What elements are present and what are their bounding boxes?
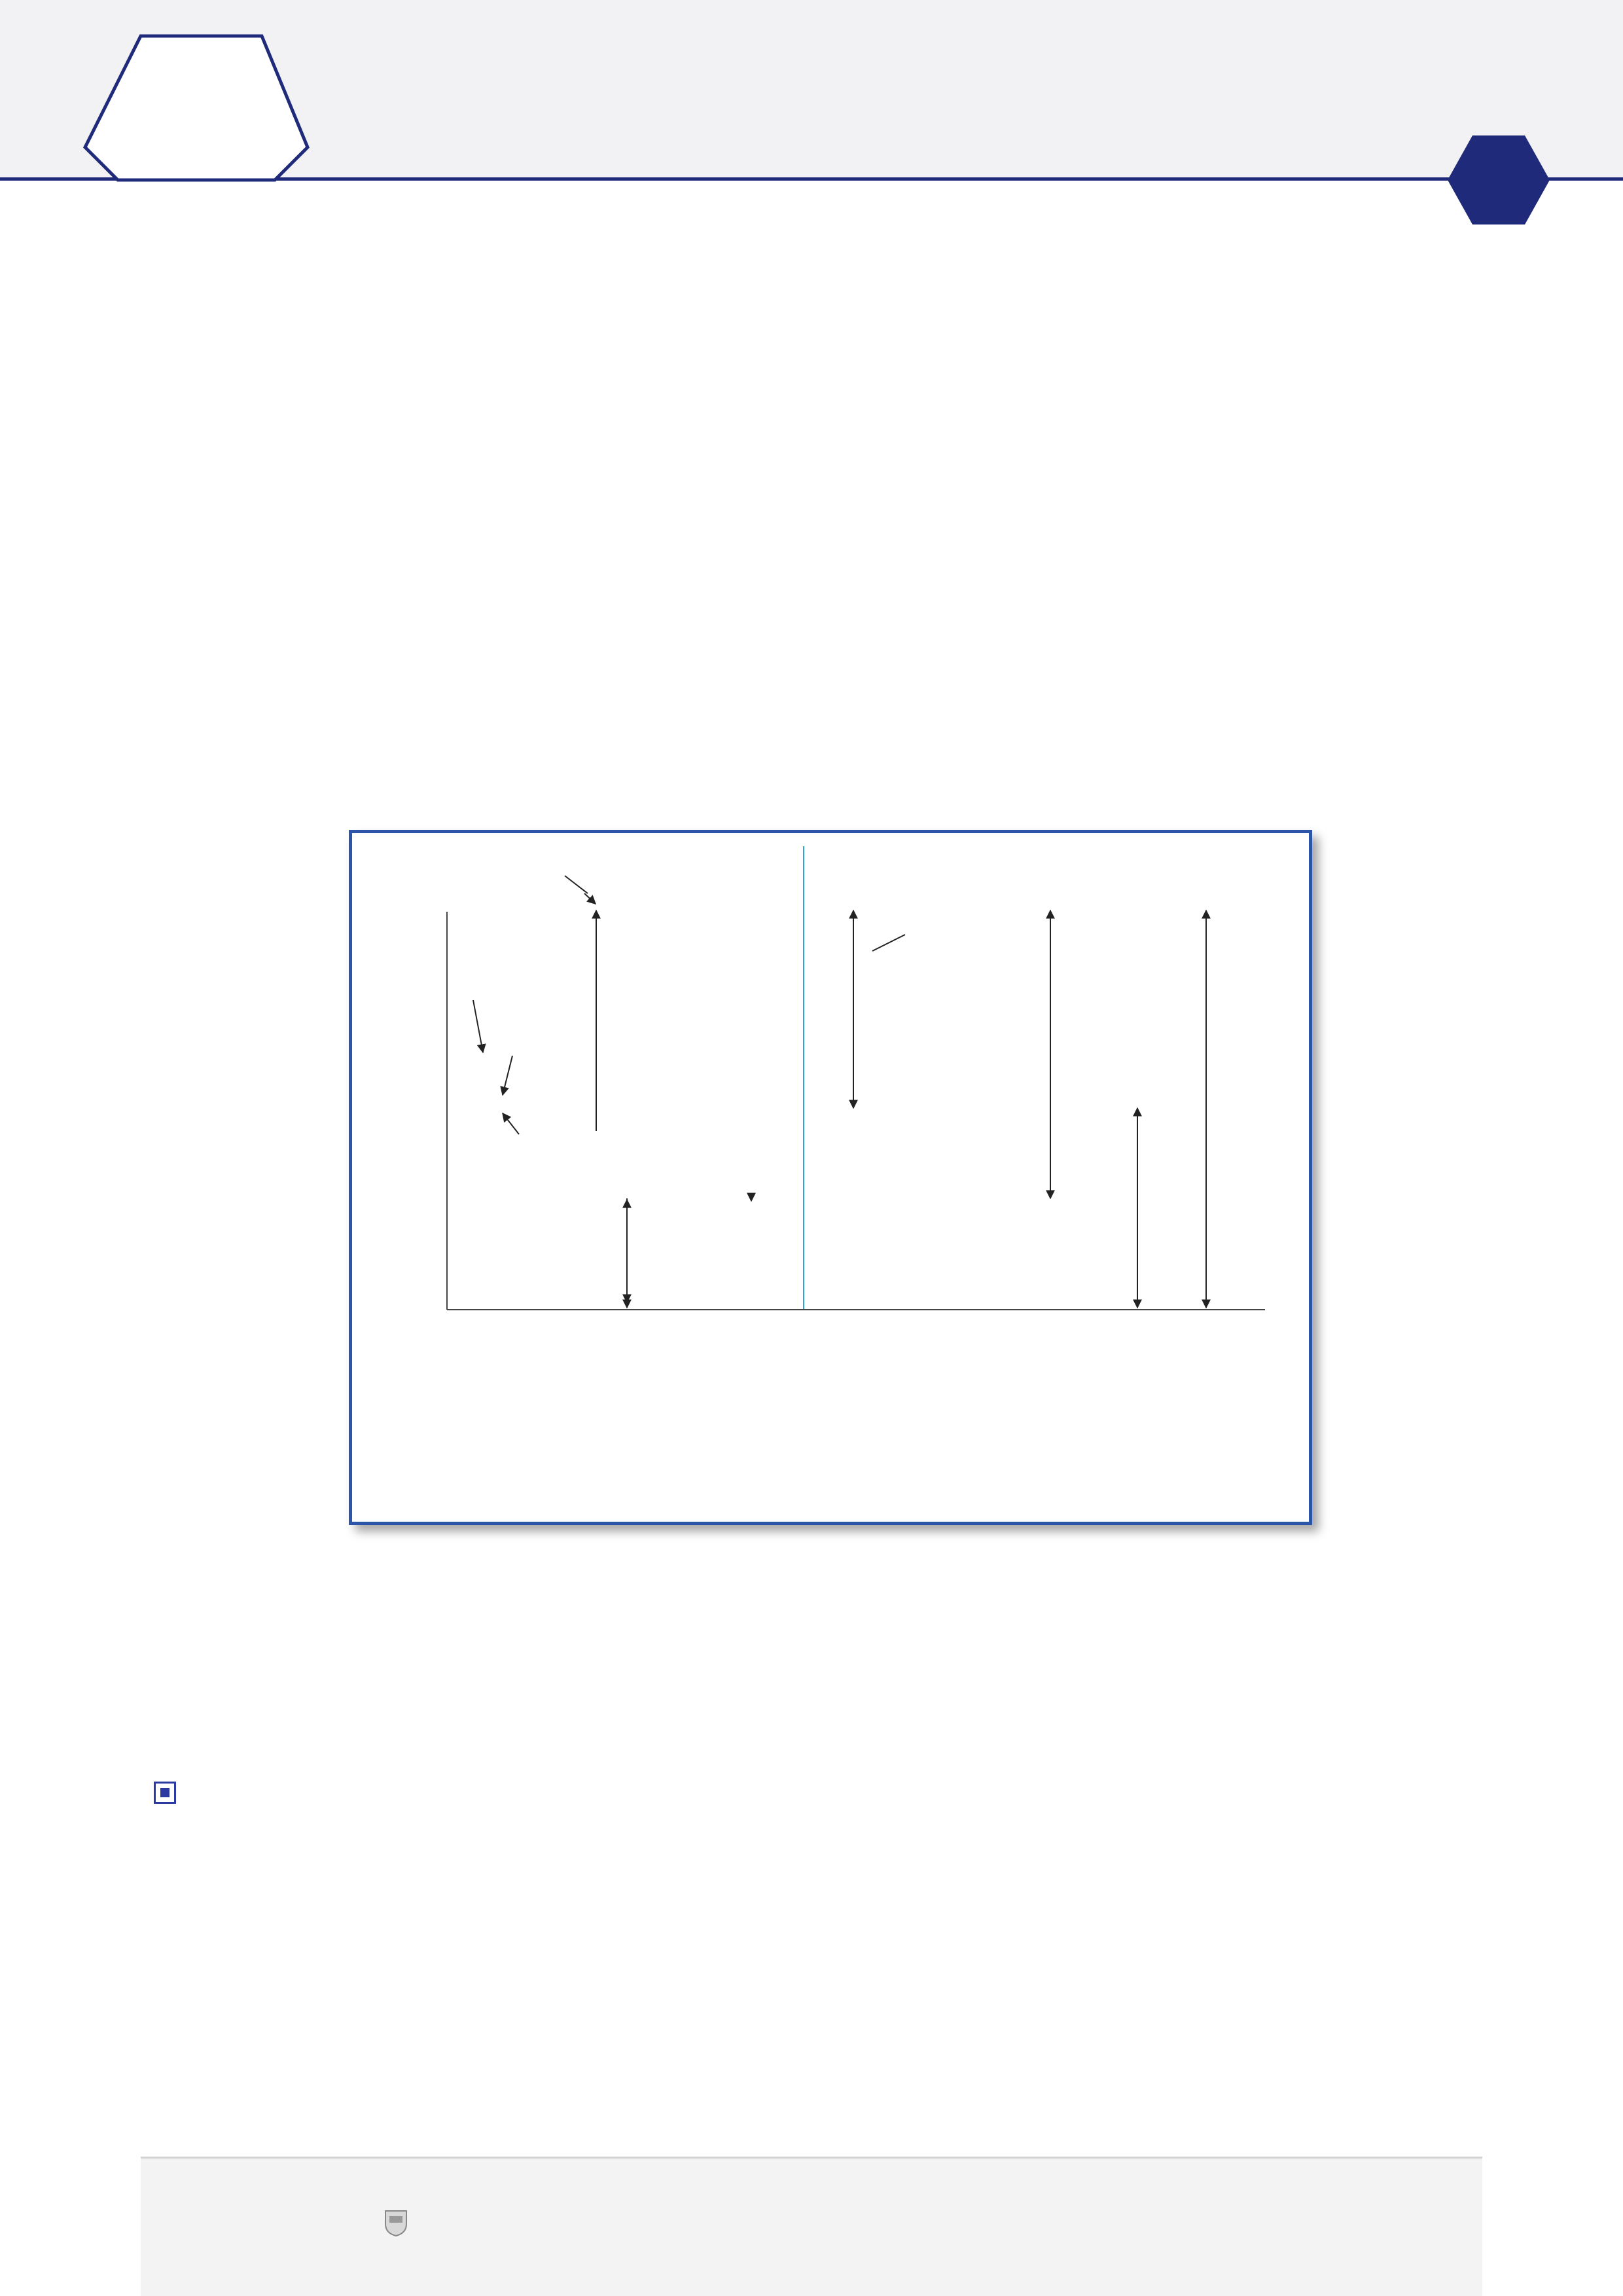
vt-pointer bbox=[503, 1056, 512, 1095]
shield-logo-icon bbox=[383, 2208, 409, 2237]
spirogram-svg bbox=[352, 833, 1309, 1522]
square-bullet-icon bbox=[154, 1782, 176, 1804]
page-number-hexagon bbox=[1446, 134, 1551, 226]
issue-trend-badge bbox=[79, 33, 314, 183]
normal-exp-pointer bbox=[503, 1113, 519, 1134]
max-insp-arrowhead bbox=[584, 893, 596, 904]
normal-insp-pointer bbox=[473, 1000, 483, 1052]
spirogram-figure bbox=[349, 830, 1312, 1525]
footer-background bbox=[141, 2159, 1482, 2296]
max-insp-pointer bbox=[565, 876, 588, 893]
section-heading bbox=[154, 1777, 190, 1810]
ic-pointer bbox=[872, 935, 905, 951]
